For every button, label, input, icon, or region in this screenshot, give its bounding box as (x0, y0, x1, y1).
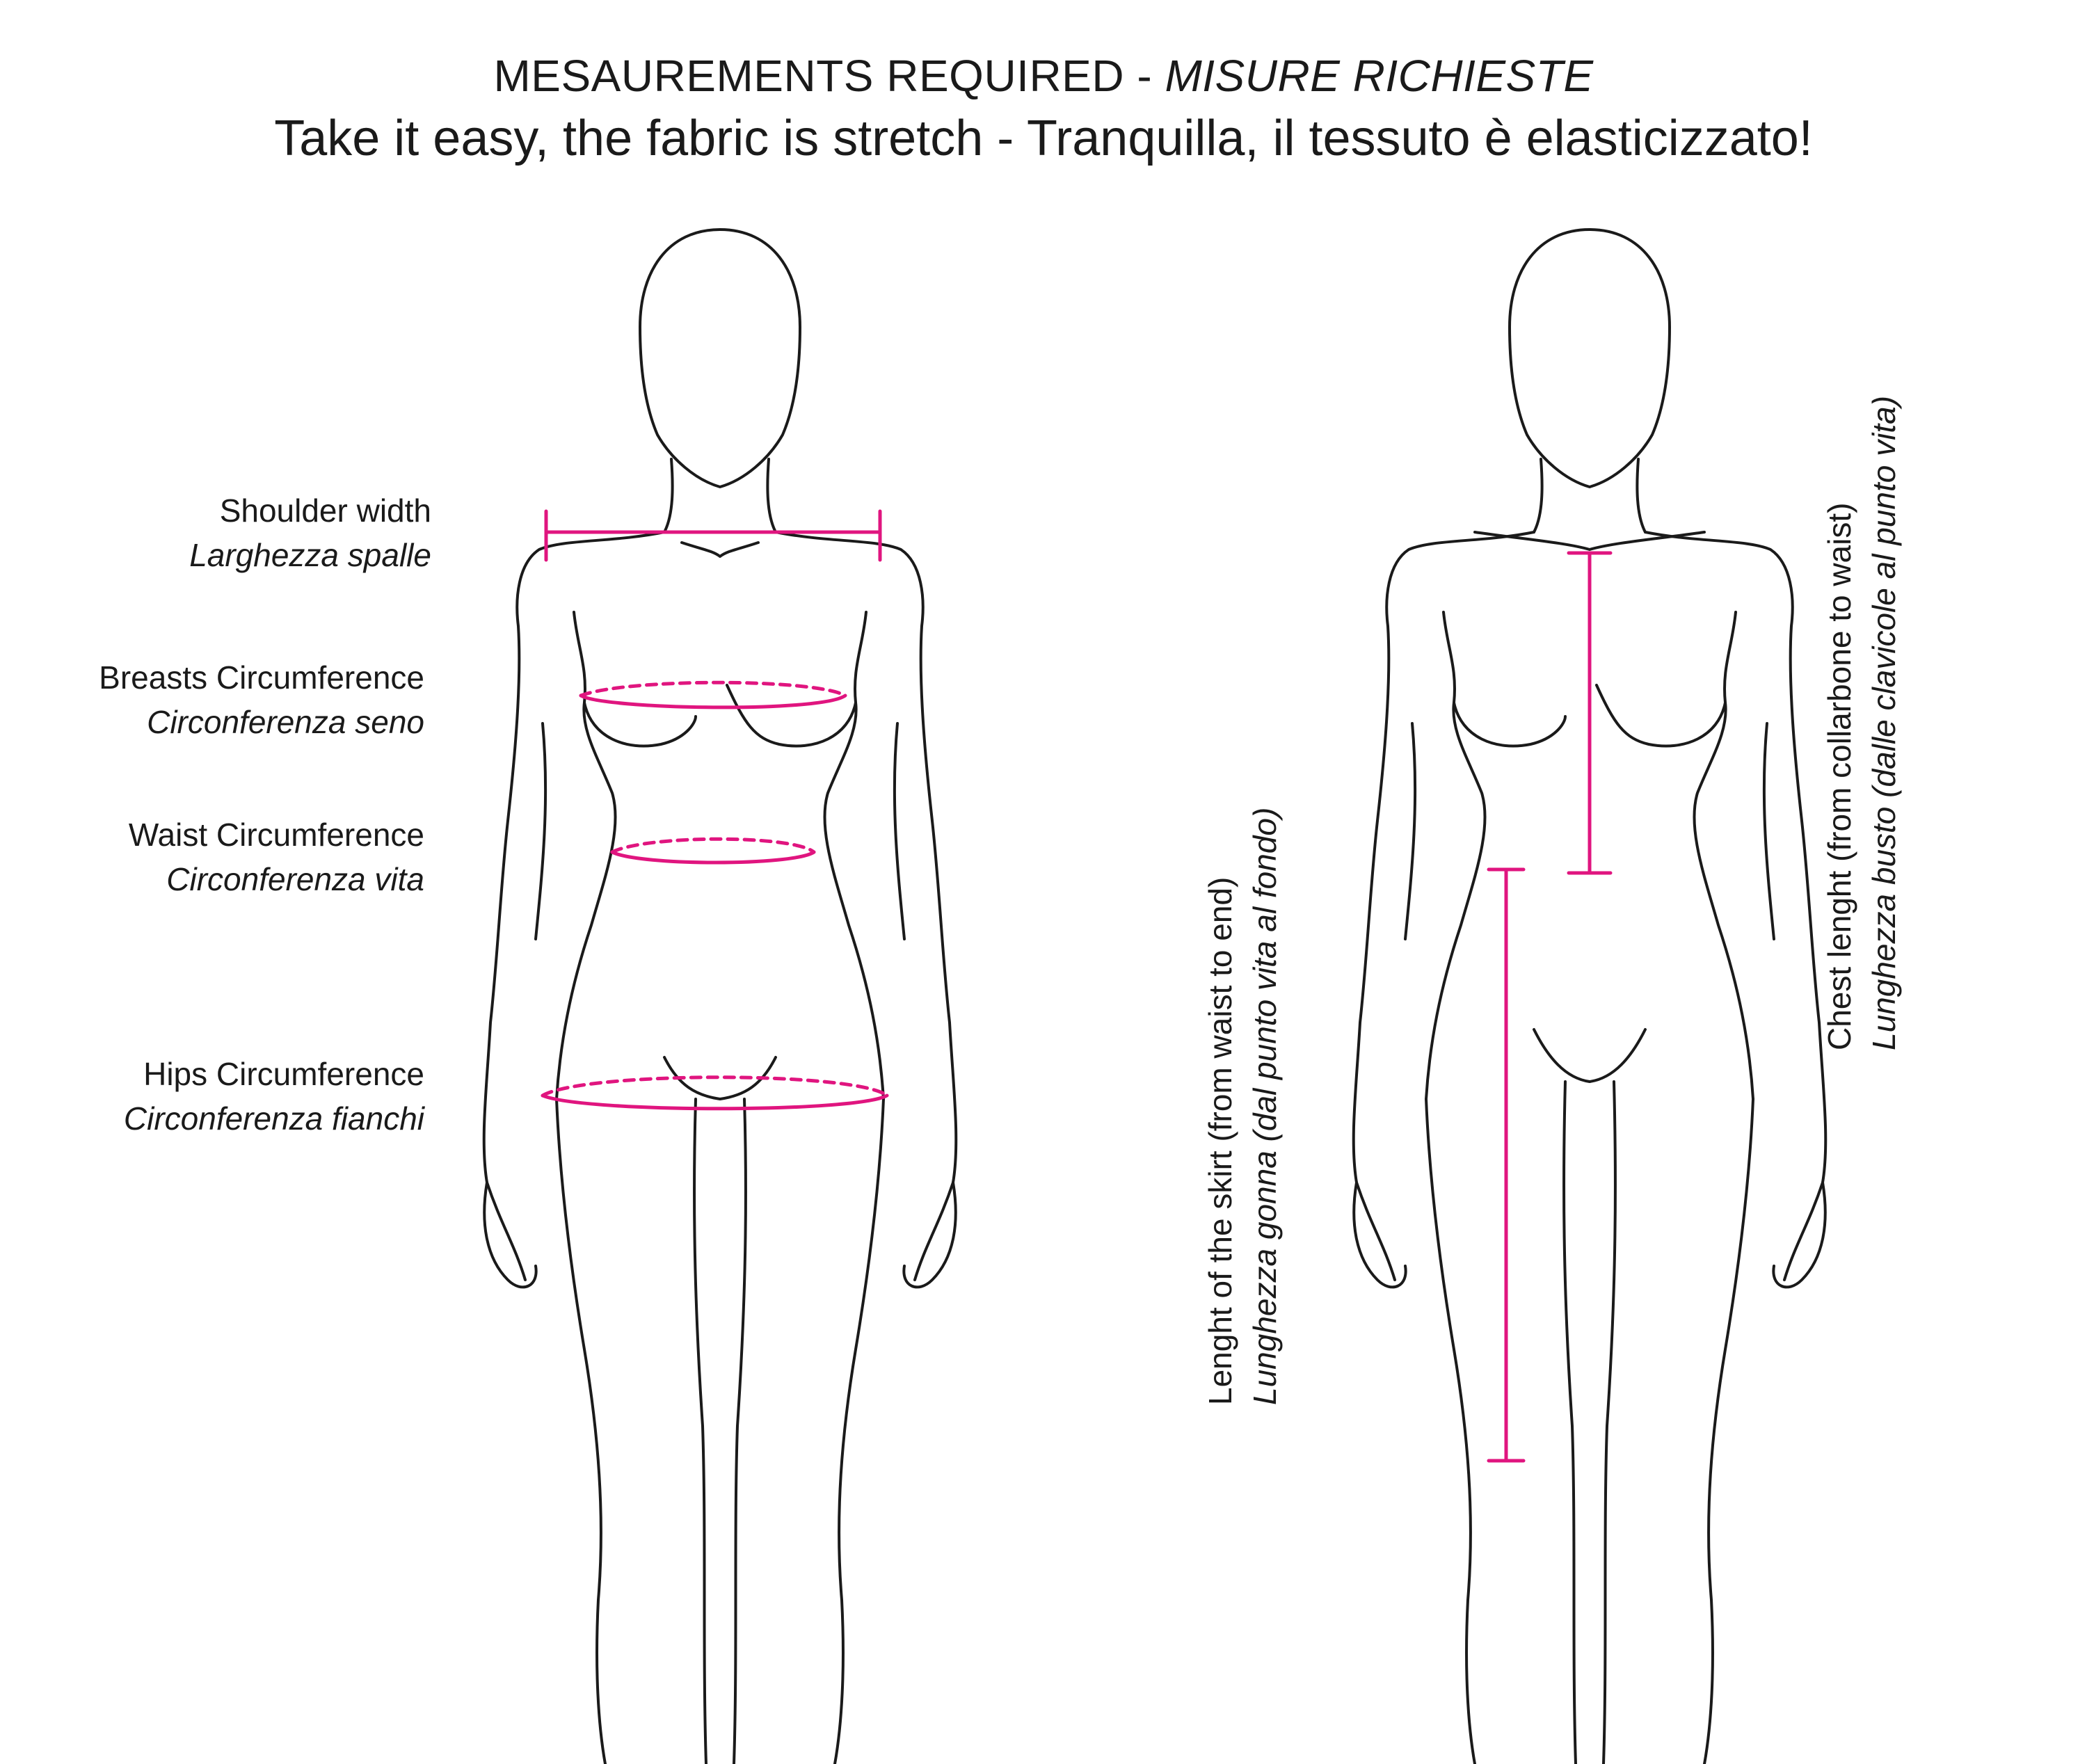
breasts-label (99, 655, 424, 744)
breasts-label-it: Circonferenza seno (147, 704, 424, 740)
chest-length-marker (1569, 553, 1610, 873)
skirt-length-label-it: Lunghezza gonna (dal punto vita al fondo) (1247, 807, 1283, 1405)
shoulder-label-it: Larghezza spalle (189, 537, 431, 573)
hips-marker (543, 1077, 887, 1109)
waist-label (129, 812, 424, 901)
skirt-length-label (1198, 808, 1287, 1405)
right-figure (1354, 230, 1826, 1764)
chest-length-label-en: Chest lenght (from collarbone to waist) (1821, 502, 1857, 1050)
chest-length-label (1817, 396, 1906, 1050)
breasts-label-en: Breasts Circumference (99, 659, 424, 696)
title-italian: MISURE RICHIESTE (1165, 51, 1594, 101)
hips-label (124, 1052, 424, 1141)
title-english: MESAUREMENTS REQUIRED - (493, 51, 1165, 101)
waist-label-en: Waist Circumference (128, 817, 424, 853)
left-figure (484, 230, 957, 1764)
skirt-length-label-en: Lenght of the skirt (from waist to end) (1202, 876, 1238, 1405)
shoulder-label (189, 488, 431, 577)
shoulder-label-en: Shoulder width (219, 492, 431, 529)
skirt-length-marker (1489, 869, 1524, 1461)
waist-label-it: Circonferenza vita (166, 861, 424, 897)
waist-marker (612, 839, 814, 863)
hips-label-en: Hips Circumference (143, 1056, 424, 1092)
chest-length-label-it: Lunghezza busto (dalle clavicole al punto vita) (1866, 395, 1902, 1050)
breasts-marker (581, 682, 845, 707)
page-subtitle: Take it easy, the fabric is stretch - Tranquilla, il tessuto è elasticizzato! (274, 111, 1813, 166)
hips-label-it: Circonferenza fianchi (123, 1100, 424, 1137)
